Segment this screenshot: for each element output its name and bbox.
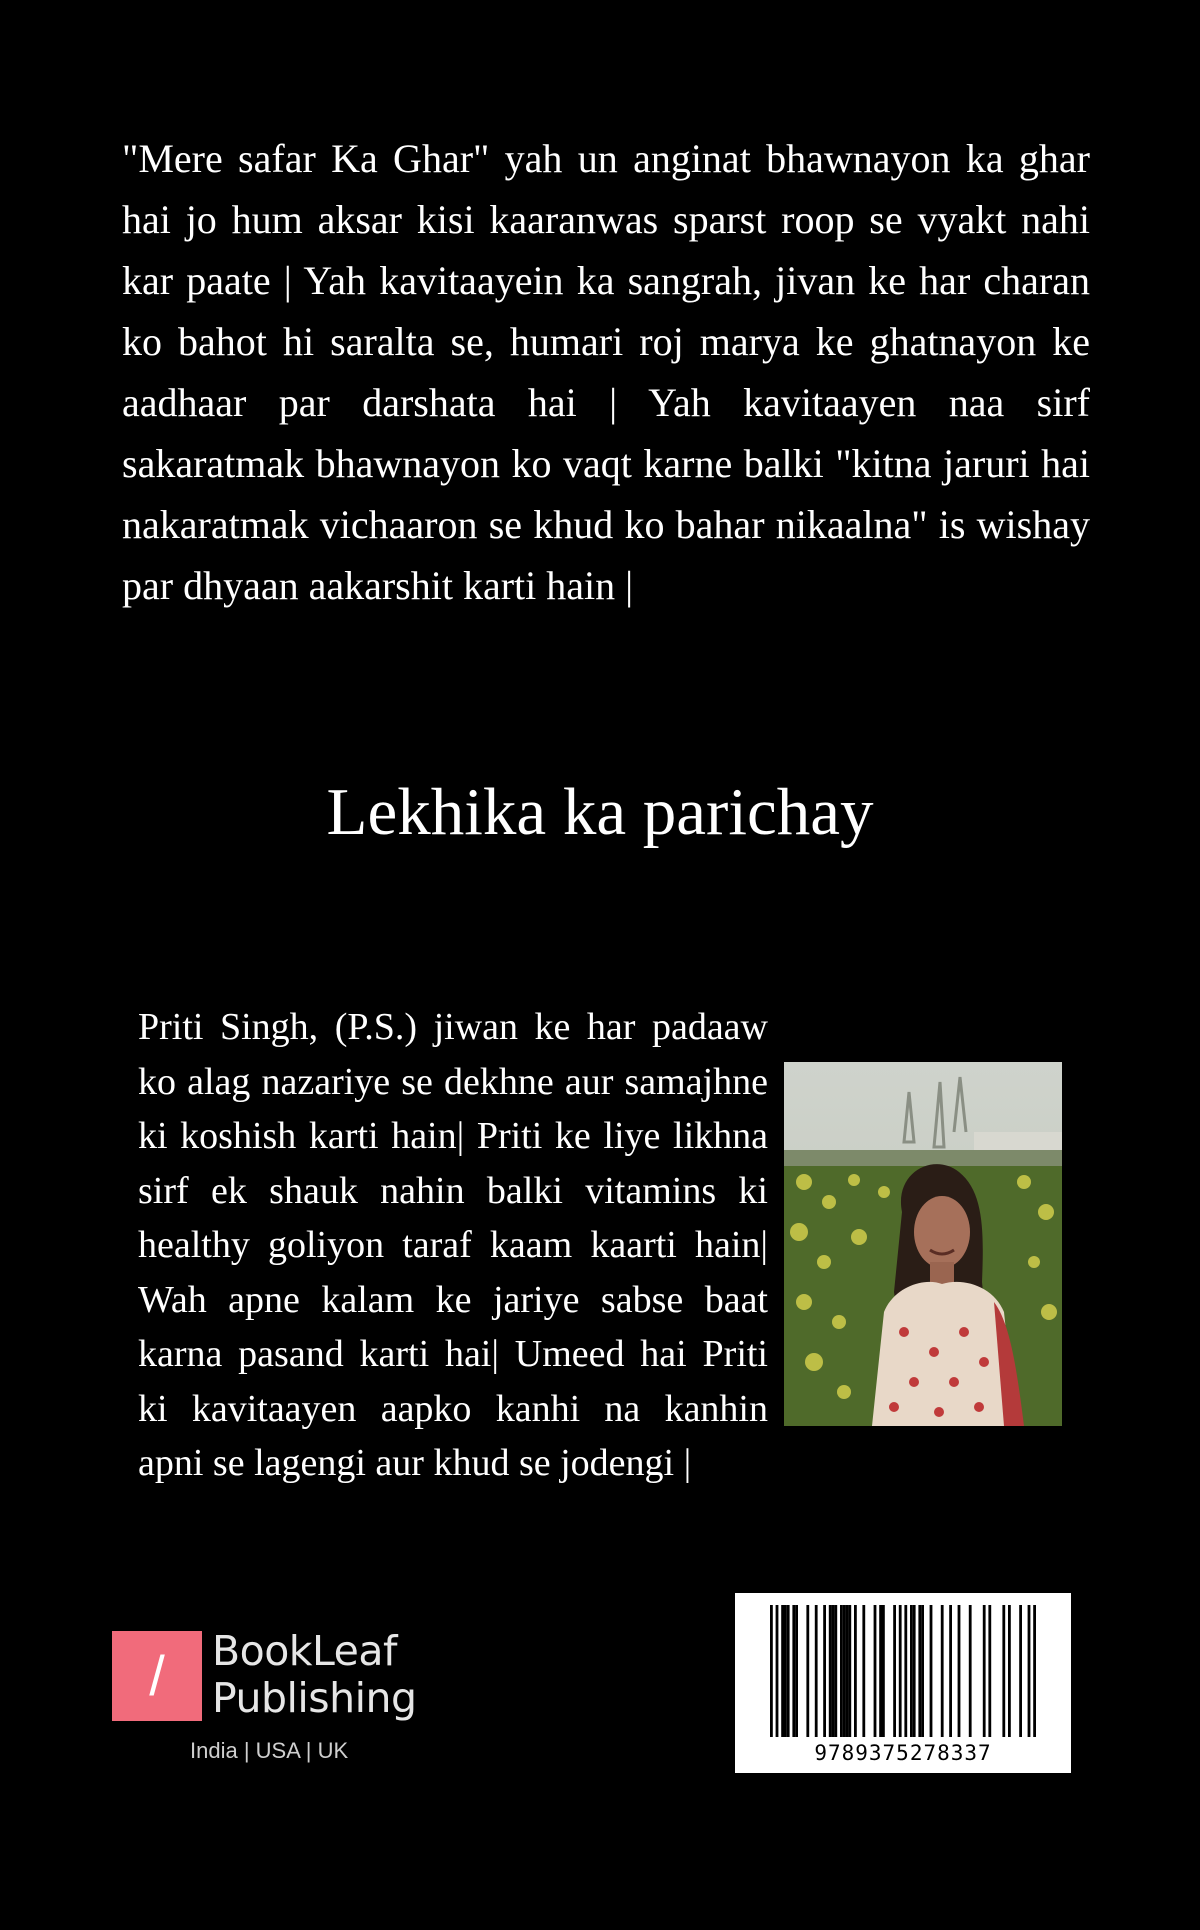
barcode-bar (846, 1605, 849, 1737)
barcode-bar (893, 1605, 896, 1737)
isbn-number: 9789375278337 (814, 1741, 992, 1765)
barcode-bar (843, 1605, 846, 1737)
barcode-bar (882, 1605, 885, 1737)
barcode-bar (848, 1605, 851, 1737)
publisher-name (212, 1628, 472, 1722)
barcode-bar (1033, 1605, 1036, 1737)
isbn-barcode (735, 1593, 1071, 1773)
barcode-bar (969, 1605, 972, 1737)
barcode-bar (983, 1605, 986, 1737)
barcode-bar (1028, 1605, 1031, 1737)
barcode-bar (792, 1605, 795, 1737)
barcode-bar (910, 1605, 913, 1737)
barcode-bar (899, 1605, 902, 1737)
barcode-bar (784, 1605, 787, 1737)
barcode-bar (854, 1605, 857, 1737)
barcode-bar (1008, 1605, 1011, 1737)
barcode-bar (776, 1605, 779, 1737)
barcode-bar (834, 1605, 837, 1737)
barcode-bar (988, 1605, 991, 1737)
author-bio: Priti Singh, (P.S.) jiwan ke har padaaw ko alag nazariye se dekhne aur samajhne ki koshish karti hain| Priti ke liye likhna sirf ek shauk nahin balki vitamins ki healthy goliyon taraf kaam kaarti hain| Wah apne kalam ke jariye sabse baat karna pasand karti hai| Umeed hai Priti ki kavitaayen aapko kanhi na kanhin apni se lagengi aur khud se jodengi | (138, 1006, 768, 1484)
barcode-bar (930, 1605, 933, 1737)
publisher-slash-icon: / (112, 1631, 202, 1721)
barcode-bar (949, 1605, 952, 1737)
barcode-bar (913, 1605, 916, 1737)
barcode-bar (770, 1605, 773, 1737)
barcode-bar (918, 1605, 921, 1737)
barcode-bar (781, 1605, 784, 1737)
barcode-bar (832, 1605, 835, 1737)
barcode-bar (823, 1605, 826, 1737)
publisher-logo (112, 1628, 452, 1768)
barcode-bar (941, 1605, 944, 1737)
barcode-bar (815, 1605, 818, 1737)
publisher-regions: India | USA | UK (190, 1738, 349, 1763)
barcode-bar (1019, 1605, 1022, 1737)
publisher-name-line2: Publishing (212, 1674, 417, 1722)
barcode-bar (840, 1605, 843, 1737)
barcode-bar (806, 1605, 809, 1737)
barcode-bars (735, 1593, 1071, 1743)
back-cover-blurb: "Mere safar Ka Ghar" yah un anginat bhawnayon ka ghar hai jo hum aksar kisi kaaranwas sparst roop se vyakt nahi kar paate | Yah kavitaayein ka sangrah, jivan ke har charan ko bahot hi saralta se, humari roj marya ke ghatnayon ke aadhaar par darshata hai | Yah kavitaayen naa sirf sakaratmak bhawnayon ko vaqt karne balki "kitna jaruri hai nakaratmak vichaaron se khud ko bahar nikaalna" is wishay par dhyaan aakarshit karti hain | (122, 136, 1090, 608)
barcode-bar (1002, 1605, 1005, 1737)
barcode-bar (958, 1605, 961, 1737)
barcode-bar (862, 1605, 865, 1737)
barcode-bar (879, 1605, 882, 1737)
barcode-bar (829, 1605, 832, 1737)
publisher-name-line1: BookLeaf (212, 1627, 397, 1675)
barcode-bar (874, 1605, 877, 1737)
barcode-bar (795, 1605, 798, 1737)
barcode-bar (787, 1605, 790, 1737)
barcode-bar (921, 1605, 924, 1737)
barcode-bar (904, 1605, 907, 1737)
author-photo (784, 1062, 1062, 1426)
author-section-title: Lekhika ka parichay (326, 775, 874, 849)
